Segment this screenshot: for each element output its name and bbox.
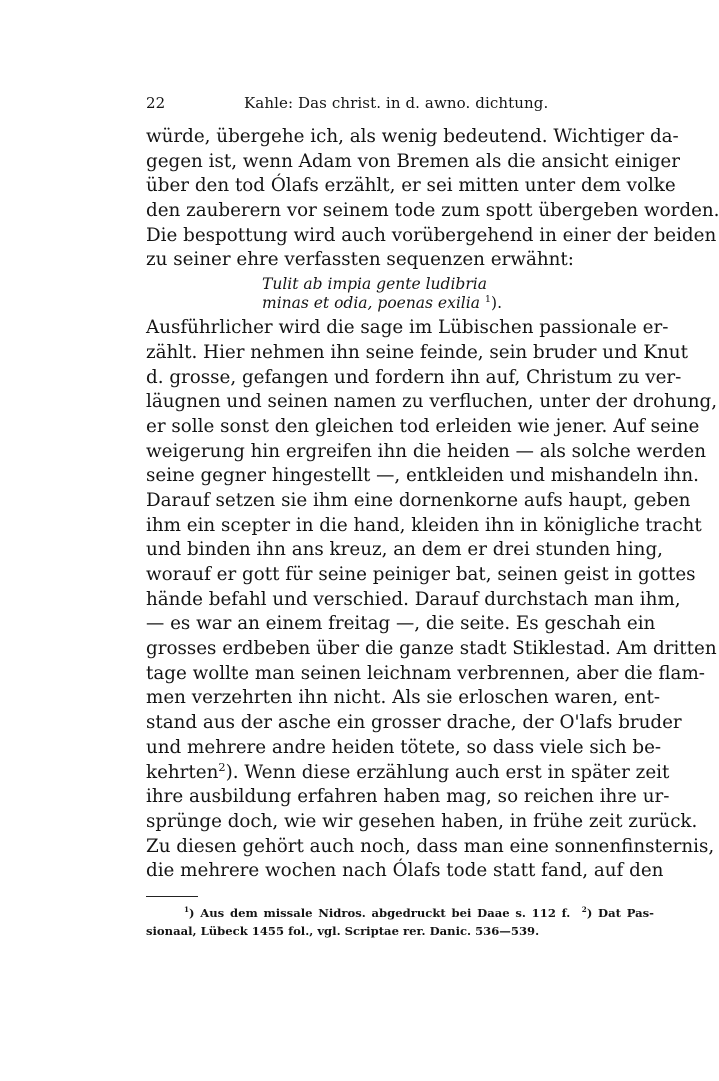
footnote-line-1 [146,904,654,922]
text-line-with-note [146,759,670,786]
note-line-after: ). Wenn diese erzählung auch erst in später zeit [225,761,670,783]
running-title: Kahle: Das christ. in d. awno. dichtung. [244,94,549,112]
latin-quote-end: ). [491,294,502,313]
body-text [146,125,719,884]
text-line: er solle sonst den gleichen tod erleiden wie jener. Auf seine [146,415,700,437]
footnotes [146,904,654,940]
text-line: und mehrere andre heiden tötete, so dass viele sich be- [146,736,662,758]
footnote-mark-2: 2 [581,905,587,915]
text-line: tage wollte man seinen leichnam verbrennen, aber die flam- [146,662,705,684]
text-line: seine gegner hingestellt —, entkleiden und mishandeln ihn. [146,465,699,487]
footnote-ref-1: 1 [484,293,492,305]
text-line: worauf er gott für seine peiniger bat, seinen geist in gottes [146,564,696,585]
text-line: d. grosse, gefangen und fordern ihn auf, Christum zu ver- [146,366,682,388]
text-line: — es war an einem freitag —, die seite. Es geschah ein [146,613,656,635]
page-header [146,90,654,120]
text-line: die mehrere wochen nach Ólafs tode statt fand, auf den [146,860,664,882]
footnote-line-2: sionaal, Lübeck 1455 fol., vgl. Scriptae rer. Danic. 536—539. [146,923,540,938]
latin-quote-line-2 [262,294,654,313]
text-line: gegen ist, wenn Adam von Bremen als die ansicht einiger [146,150,680,172]
footnote-mark-1: 1 [184,905,190,915]
text-line: hände befahl und verschied. Darauf durchstach man ihm, [146,588,681,610]
text-line: den zauberern vor seinem tode zum spott übergeben worden. [146,200,719,222]
text-line: würde, übergehe ich, als wenig bedeutend. Wichtiger da- [146,126,679,147]
note-line-before: kehrten [146,761,219,783]
text-line: läugnen und seinen namen zu verfluchen, unter der drohung, [146,391,718,413]
latin-quote-line-1: Tulit ab impia gente ludibria [262,275,487,294]
text-line: ihre ausbildung erfahren haben mag, so reichen ihre ur- [146,786,670,808]
text-line: zählt. Hier nehmen ihn seine feinde, sein bruder und Knut [146,341,688,363]
footnote-2-text-start: ) Dat Pas- [586,905,654,920]
text-line: Ausführlicher wird die sage im Lübischen passionale er- [146,317,669,339]
text-line: men verzehrten ihn nicht. Als sie erloschen waren, ent- [146,687,661,709]
footnote-divider [146,896,198,897]
latin-quote-text: minas et odia, poenas exilia [262,294,480,313]
text-line: Die bespottung wird auch vorübergehend in einer der beiden [146,224,717,246]
page-number: 22 [146,94,166,112]
text-line: grosses erdbeben über die ganze stadt Stiklestad. Am dritten [146,638,717,660]
footnote-ref-2: 2 [218,759,226,774]
text-line: und binden ihn ans kreuz, an dem er drei stunden hing, [146,539,663,561]
text-line: Zu diesen gehört auch noch, dass man eine sonnenfinsternis, [146,835,715,857]
footnote-1-text: ) Aus dem missale Nidros. abgedruckt bei Daae s. 112 f. [189,905,571,920]
text-line: sprünge doch, wie wir gesehen haben, in frühe zeit zurück. [146,810,698,832]
text-line: ihm ein scepter in die hand, kleiden ihn in königliche tracht [146,514,702,536]
text-line: stand aus der asche ein grosser drache, der O'lafs bruder [146,712,682,734]
text-line: Darauf setzen sie ihm eine dornenkorne aufs haupt, geben [146,489,691,511]
text-line: weigerung hin ergreifen ihn die heiden — als solche werden [146,440,707,462]
text-line: zu seiner ehre verfassten sequenzen erwähnt: [146,249,574,271]
book-page [146,90,719,940]
text-line: über den tod Ólafs erzählt, er sei mitten unter dem volke [146,175,676,197]
